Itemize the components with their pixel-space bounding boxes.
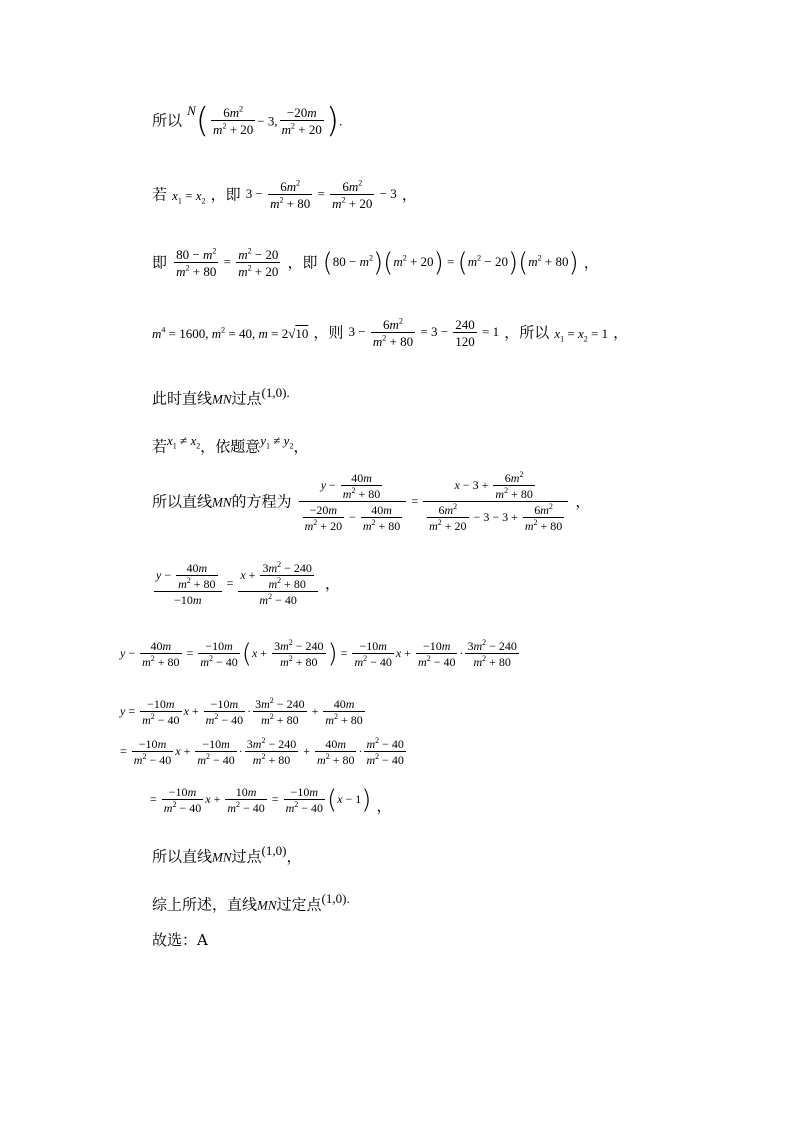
text: ， bbox=[583, 253, 599, 272]
formula: y − $\frac{40m}{m^2 + 80}$ = $\frac{-10m}{m^2 - 40}$ (x + $\frac{3m^2 - 240}{m^2 + 80}$ ) = $\frac{-10m}{m^2 - 40}$ x + $\frac{-10m}{m^2 - 40}$ · $\frac{3m^2 - 240}{m^2 + 80}$ bbox=[120, 638, 517, 669]
line-11 bbox=[120, 738, 408, 766]
line-13 bbox=[152, 844, 301, 864]
line-6 bbox=[152, 434, 308, 454]
text: ， bbox=[286, 847, 302, 866]
text: ， bbox=[575, 492, 591, 511]
line-3 bbox=[152, 248, 599, 278]
formula: $x_1 = x_2 = 1$ bbox=[554, 325, 609, 344]
mn: MN bbox=[212, 849, 232, 865]
text: 若 bbox=[152, 185, 168, 204]
text: ， bbox=[325, 574, 341, 593]
text: ，即 bbox=[210, 185, 241, 204]
text: 即 bbox=[152, 253, 168, 272]
text: 过点 bbox=[231, 847, 262, 866]
line-9 bbox=[120, 640, 521, 668]
cond: x1 ≠ x2 bbox=[167, 433, 201, 451]
formula: = $\frac{-10m}{m^2 - 40}$ x + $\frac{-10m}{m^2 - 40}$ · $\frac{3m^2 - 240}{m^2 + 80}$ + $\frac{40m}{m^2 + 80}$ · $\frac{m^2 - 40}{m^2 - 40}$ bbox=[120, 736, 404, 767]
formula: 3 − $\frac{6m^2}{m^2 + 80}$ = $\frac{6m^2}{m^2 + 20}$ − 3 bbox=[245, 178, 397, 211]
text: 过点 bbox=[231, 389, 262, 408]
line-7 bbox=[152, 472, 590, 532]
formula: y − $\frac{40m}{m^2 + 80}$ −10m = x + $\frac{3m^2 - 240}{m^2 + 80}$ $m^2 - 40$ bbox=[152, 562, 320, 606]
line-15 bbox=[152, 932, 208, 948]
text: 的方程为 bbox=[231, 492, 292, 511]
formula: $(80 - m^2)(m^2 + 20) = (m^2 - 20)(m^2 + 80)$ bbox=[322, 248, 579, 278]
text: 综上所述，直线 bbox=[152, 895, 258, 914]
mn: MN bbox=[212, 391, 232, 407]
answer-text: 故选：A bbox=[152, 931, 208, 949]
line-12 bbox=[150, 786, 392, 814]
text: ，则 bbox=[313, 323, 344, 342]
cond: y1 ≠ y2 bbox=[260, 433, 294, 451]
formula: y = $\frac{-10m}{m^2 - 40}$ x + $\frac{-10m}{m^2 - 40}$ · $\frac{3m^2 - 240}{m^2 + 80}$ + $\frac{40m}{m^2 + 80}$ bbox=[120, 696, 363, 727]
point: (1,0). bbox=[261, 385, 290, 400]
text: ， bbox=[401, 185, 417, 204]
text: 此时直线 bbox=[152, 389, 213, 408]
line-5 bbox=[152, 386, 290, 406]
line-14 bbox=[152, 892, 350, 912]
text: ， bbox=[293, 437, 309, 456]
text: 所以 bbox=[152, 111, 183, 130]
formula: 3 − $\frac{6m^2}{m^2 + 80}$ = 3 − $\frac{240}{120}$ = 1 bbox=[348, 316, 500, 349]
text: 若 bbox=[152, 437, 168, 456]
text: 所以直线 bbox=[152, 847, 213, 866]
formula: = $\frac{-10m}{m^2 - 40}$ x + $\frac{10m}{m^2 - 40}$ = $\frac{-10m}{m^2 - 40}$ (x − 1) bbox=[150, 785, 372, 815]
mn: MN bbox=[212, 494, 232, 510]
formula-n-point: $^N$( $\frac{6m^2}{m^2 + 20}$ − 3, $\frac{-20m}{m^2 + 20}$ ). bbox=[187, 101, 343, 141]
line-1 bbox=[152, 101, 343, 141]
line-10 bbox=[120, 698, 367, 726]
line-8 bbox=[152, 562, 340, 606]
text: ，依题意 bbox=[200, 437, 261, 456]
text: ， bbox=[376, 797, 392, 815]
text: ，即 bbox=[287, 253, 318, 272]
text: 所以直线 bbox=[152, 492, 213, 511]
text: ，所以 bbox=[504, 323, 550, 342]
line-4 bbox=[152, 318, 628, 348]
formula: y − $\frac{40m}{m^2 + 80}$ $\frac{-20m}{m^2 + 20}$ − $\frac{40m}{m^2 + 80}$ = x − 3 + $\frac{6m^2}{m^2 + 80}$ $\frac{6m^2}{m^2 + 20}$ − 3 − 3 + $\frac{6m^2}{m^2 + 80}$ bbox=[297, 472, 571, 532]
cond: $x_1 = x_2$ bbox=[172, 187, 206, 206]
text: 过定点 bbox=[276, 895, 322, 914]
point: (1,0) bbox=[261, 843, 287, 858]
formula: $\frac{80 - m^2}{m^2 + 80}$ = $\frac{m^2 - 20}{m^2 + 20}$ bbox=[176, 246, 279, 279]
text: ， bbox=[613, 323, 629, 342]
line-2 bbox=[152, 180, 417, 210]
formula: $m^4 = 1600$, $m^2 = 40$, m = 2√10 bbox=[152, 325, 309, 341]
mn: MN bbox=[257, 897, 277, 913]
point: (1,0). bbox=[321, 891, 350, 906]
